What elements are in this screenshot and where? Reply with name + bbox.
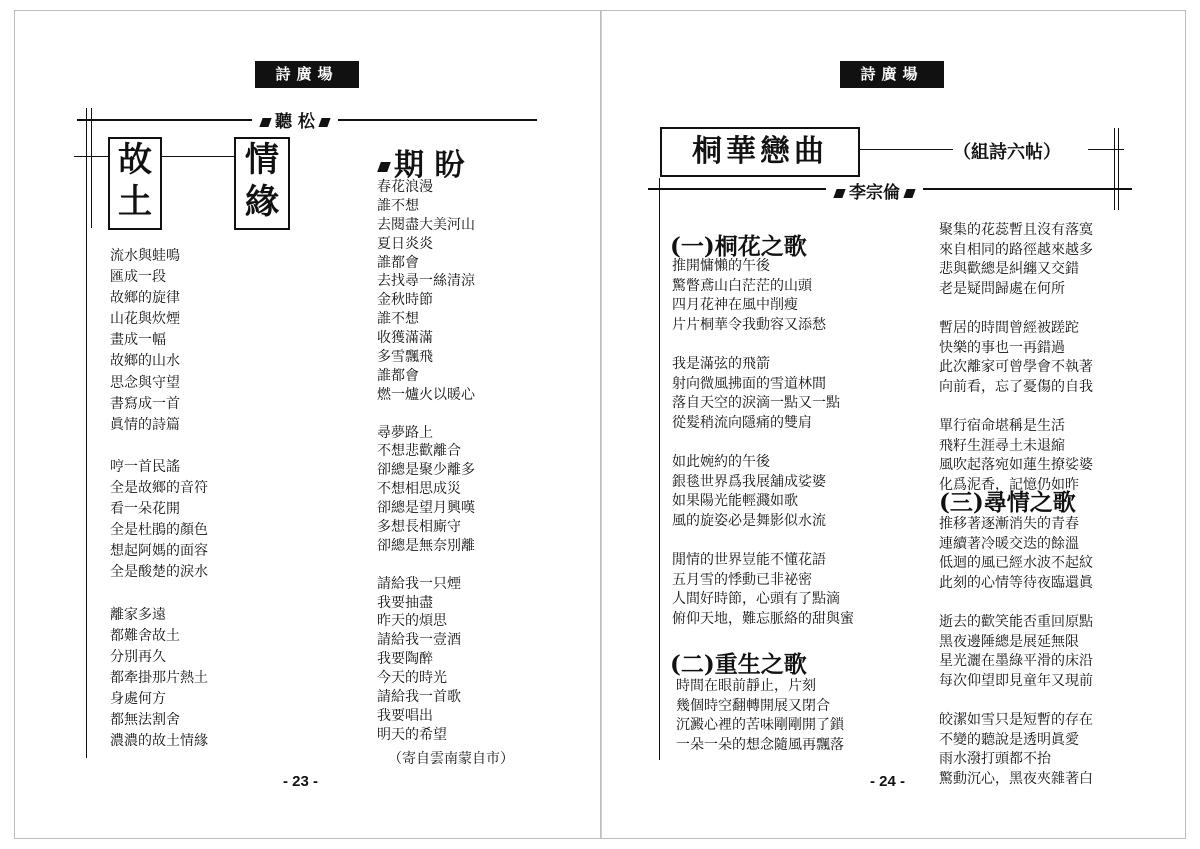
poem-line: 分別再久 <box>110 648 166 665</box>
poem-line: 故鄉的山水 <box>110 353 180 370</box>
poem-line: 來自相同的路徑越來越多 <box>939 241 1093 258</box>
poem-line: 收獲滿滿 <box>377 330 433 347</box>
poem-line: 去找尋一絲清涼 <box>377 273 475 290</box>
poem-line: 暫居的時間曾經被蹉跎 <box>939 319 1079 336</box>
poem-line: 流水與蛙鳴 <box>110 248 180 264</box>
poem-line: 請給我一首歌 <box>377 689 461 706</box>
poem-line: 飛籽生涯尋土未退縮 <box>939 437 1065 454</box>
title-char: 緣 <box>245 182 279 222</box>
poem-line: 俯仰天地，難忘脈絡的甜與蜜 <box>672 610 854 627</box>
poem-line: 不想悲歡離合 <box>377 443 461 460</box>
poem-line: 射向微風拂面的雪道林間 <box>672 375 826 392</box>
right-section-header: 詩廣場 <box>840 61 944 88</box>
right-author <box>826 178 923 203</box>
poem2-title-text: 期 盼 <box>394 148 465 183</box>
poem-line: 多想長相廝守 <box>377 519 461 536</box>
poem-line: 我是滿弦的飛箭 <box>672 355 770 372</box>
right-vertical-rule-b <box>1118 128 1119 210</box>
bullet-icon <box>259 118 271 127</box>
poem-line: 請給我一壹酒 <box>377 632 461 649</box>
section1-poem <box>672 257 854 629</box>
poem-line: 燃一爐火以暖心 <box>377 386 475 403</box>
poem-line: 單行宿命堪稱是生活 <box>939 417 1065 434</box>
poem-line: 眞情的詩篇 <box>110 416 180 433</box>
poem-line: 尋夢路上 <box>377 424 433 441</box>
poem-line: 金秋時節 <box>377 292 433 309</box>
stanza-break <box>939 397 1093 417</box>
left-vertical-rule <box>86 108 87 758</box>
poem-line: 春花浪漫 <box>377 179 433 195</box>
bullet-icon <box>318 118 330 127</box>
stanza-break <box>110 436 208 457</box>
poem-line: 卻總是無奈別離 <box>377 537 475 554</box>
poem-line: 卻總是望月興嘆 <box>377 500 475 517</box>
poem-line: 誰都會 <box>377 254 419 271</box>
author-name: 李宗倫 <box>849 183 900 203</box>
poem-line: 聚集的花蕊暫且沒有落寞 <box>939 222 1093 238</box>
poem-line: 人間好時節，心頭有了點滴 <box>672 591 840 608</box>
poem-line: 全是故鄉的音符 <box>110 480 208 497</box>
poem-line: 驚瞥鳶山白茫茫的山頭 <box>672 277 812 294</box>
poem-line: 思念與守望 <box>110 374 180 391</box>
title-char: 土 <box>118 182 152 222</box>
stanza-break <box>939 299 1093 319</box>
poem-line: 風的旋姿必是舞影似水流 <box>672 512 826 529</box>
poem-line: 都牽掛那片熱土 <box>110 669 208 686</box>
poem-line: 誰都會 <box>377 367 419 384</box>
poem-line: 我要抽盡 <box>377 594 433 611</box>
stanza-break <box>939 593 1093 613</box>
poem-line: 雨水潑打頭都不抬 <box>939 751 1051 768</box>
left-author <box>252 107 338 132</box>
poem-line: 都無法割舍 <box>110 712 180 729</box>
bullet-icon <box>833 189 845 198</box>
poem-line: 書寫成一首 <box>110 395 180 412</box>
poem-line: 濃濃的故土情緣 <box>110 733 208 750</box>
poem-line: 沉澱心裡的苦味剛剛開了鎖 <box>676 717 844 734</box>
left-vertical-rule-2 <box>91 108 92 228</box>
poem-line: 匯成一段 <box>110 269 166 286</box>
poem-line: 昨天的煩思 <box>377 613 447 630</box>
section2-title: (二)重生之歌 <box>670 651 807 678</box>
stanza-break <box>939 691 1093 711</box>
poem-line: 片片桐華令我動容又添愁 <box>672 316 826 333</box>
poem-line: 老是疑問歸處在何所 <box>939 280 1065 297</box>
poem-line: 皎潔如雪只是短暫的存在 <box>939 711 1093 728</box>
poem-line: 此刻的心情等待夜臨還眞 <box>939 574 1093 591</box>
section2-poem <box>676 677 844 755</box>
page-number-right: - 24 - <box>870 773 906 790</box>
poem-line: 不變的聽說是透明眞愛 <box>939 731 1079 748</box>
poem-line: 落自天空的淚滴一點又一點 <box>672 395 840 412</box>
poem-line: 四月花神在風中削瘦 <box>672 297 798 314</box>
poem-line: 逝去的歡笑能否重回原點 <box>939 613 1093 630</box>
right-vertical-rule-a <box>1114 128 1115 210</box>
left-section-header: 詩廣場 <box>255 61 359 88</box>
title-char: 故 <box>118 140 152 180</box>
section3-poem <box>939 515 1093 789</box>
poem-line: 快樂的事也一再錯過 <box>939 339 1065 356</box>
poem-line: 不想相思成災 <box>377 481 461 498</box>
poem-line: 風吹起落宛如蓮生撩娑婆 <box>939 457 1093 474</box>
poem-line: 山花與炊煙 <box>110 311 180 328</box>
poem-line: 星光灑在墨綠平滑的床沿 <box>939 653 1093 670</box>
poem-line: 向前看，忘了憂傷的自我 <box>939 378 1093 395</box>
poem-line: 哼一首民謠 <box>110 458 180 475</box>
page-number-left: - 23 - <box>283 773 319 790</box>
poem-line: 幾個時空翻轉開展又閉合 <box>676 697 830 714</box>
poem-line: 誰不想 <box>377 311 419 328</box>
poem-line: 我要唱出 <box>377 707 433 724</box>
author-name: 聽 松 <box>275 112 315 132</box>
poem-line: 畫成一幅 <box>110 332 166 349</box>
poem-title-box: 桐華戀曲 <box>660 127 860 177</box>
poem-note: （寄自雲南蒙自市） <box>388 751 514 767</box>
poem-line: 從髮稍流向隱痛的雙肩 <box>672 414 812 431</box>
poem-line: 明天的希望 <box>377 726 447 743</box>
poem-line: 驚動沉心，黑夜夾雜著白 <box>939 770 1093 787</box>
title-char: 情 <box>245 140 279 180</box>
poem-line: 全是酸楚的淚水 <box>110 564 208 581</box>
poem-line: 推移著逐漸消失的青春 <box>939 516 1079 532</box>
poem-line: 五月雪的悸動已非祕密 <box>672 571 812 588</box>
stanza-break <box>672 335 854 355</box>
column2-poem <box>939 221 1093 495</box>
stanza-break <box>110 584 208 605</box>
poem-line: 此次離家可曾學會不執著 <box>939 359 1093 376</box>
poem-line: 黑夜邊陲總是展延無限 <box>939 633 1079 650</box>
poem-line: 想起阿媽的面容 <box>110 543 208 560</box>
poem-line: 每次仰望即見童年又現前 <box>939 672 1093 689</box>
poem-subtitle: （組詩六帖） <box>953 138 1061 164</box>
poem-line: 請給我一只煙 <box>377 575 461 592</box>
poem-line: 夏日炎炎 <box>377 235 433 252</box>
stanza-break <box>377 555 475 574</box>
poem-line: 去閱盡大美河山 <box>377 216 475 233</box>
poem-line: 都難舍故土 <box>110 627 180 644</box>
poem-line: 如此婉約的午後 <box>672 453 770 470</box>
poem-line: 多雪飄飛 <box>377 349 433 366</box>
poem-line: 卻總是聚少離多 <box>377 462 475 479</box>
left-page-frame <box>14 10 602 839</box>
bullet-icon <box>903 189 915 198</box>
poem-line: 我要陶醉 <box>377 651 433 668</box>
poem-line: 悲與歡總是糾纏又交錯 <box>939 261 1079 278</box>
right-vertical-rule <box>659 178 660 760</box>
poem-line: 如果陽光能輕濺如歌 <box>672 493 798 510</box>
poem-line: 化爲泥香，記憶仍如昨 <box>939 476 1079 493</box>
poem-guchu <box>110 246 208 752</box>
poem-qipan <box>377 177 475 744</box>
poem-line: 看一朵花開 <box>110 501 180 518</box>
stanza-break <box>672 531 854 551</box>
title-box-2 <box>234 137 290 230</box>
poem-line: 閒情的世界豈能不懂花語 <box>672 551 826 568</box>
poem-line: 低迴的風已經水波不起紋 <box>939 555 1093 572</box>
section1-title: (一)桐花之歌 <box>670 233 807 260</box>
title-connector-left <box>858 149 953 150</box>
poem-line: 誰不想 <box>377 197 419 214</box>
poem-line: 全是杜鵑的顏色 <box>110 522 208 539</box>
stanza-break <box>672 433 854 453</box>
poem-line: 一朵一朵的想念隨風再飄落 <box>676 736 844 753</box>
poem-line: 時間在眼前靜止，片刻 <box>676 678 816 694</box>
section3-title: (三)尋情之歌 <box>939 489 1076 516</box>
bullet-icon <box>377 162 391 172</box>
poem-line: 今天的時光 <box>377 670 447 687</box>
stanza-break <box>377 404 475 423</box>
poem-line: 連續著冷暖交迭的餘溫 <box>939 535 1079 552</box>
title-box-1 <box>108 137 162 230</box>
poem-line: 身處何方 <box>110 690 166 707</box>
poem-line: 推開慵懶的午後 <box>672 258 770 274</box>
poem-line: 銀毯世界爲我展舖成娑婆 <box>672 473 826 490</box>
poem-line: 離家多遠 <box>110 606 166 623</box>
poem-line: 故鄉的旋律 <box>110 290 180 307</box>
